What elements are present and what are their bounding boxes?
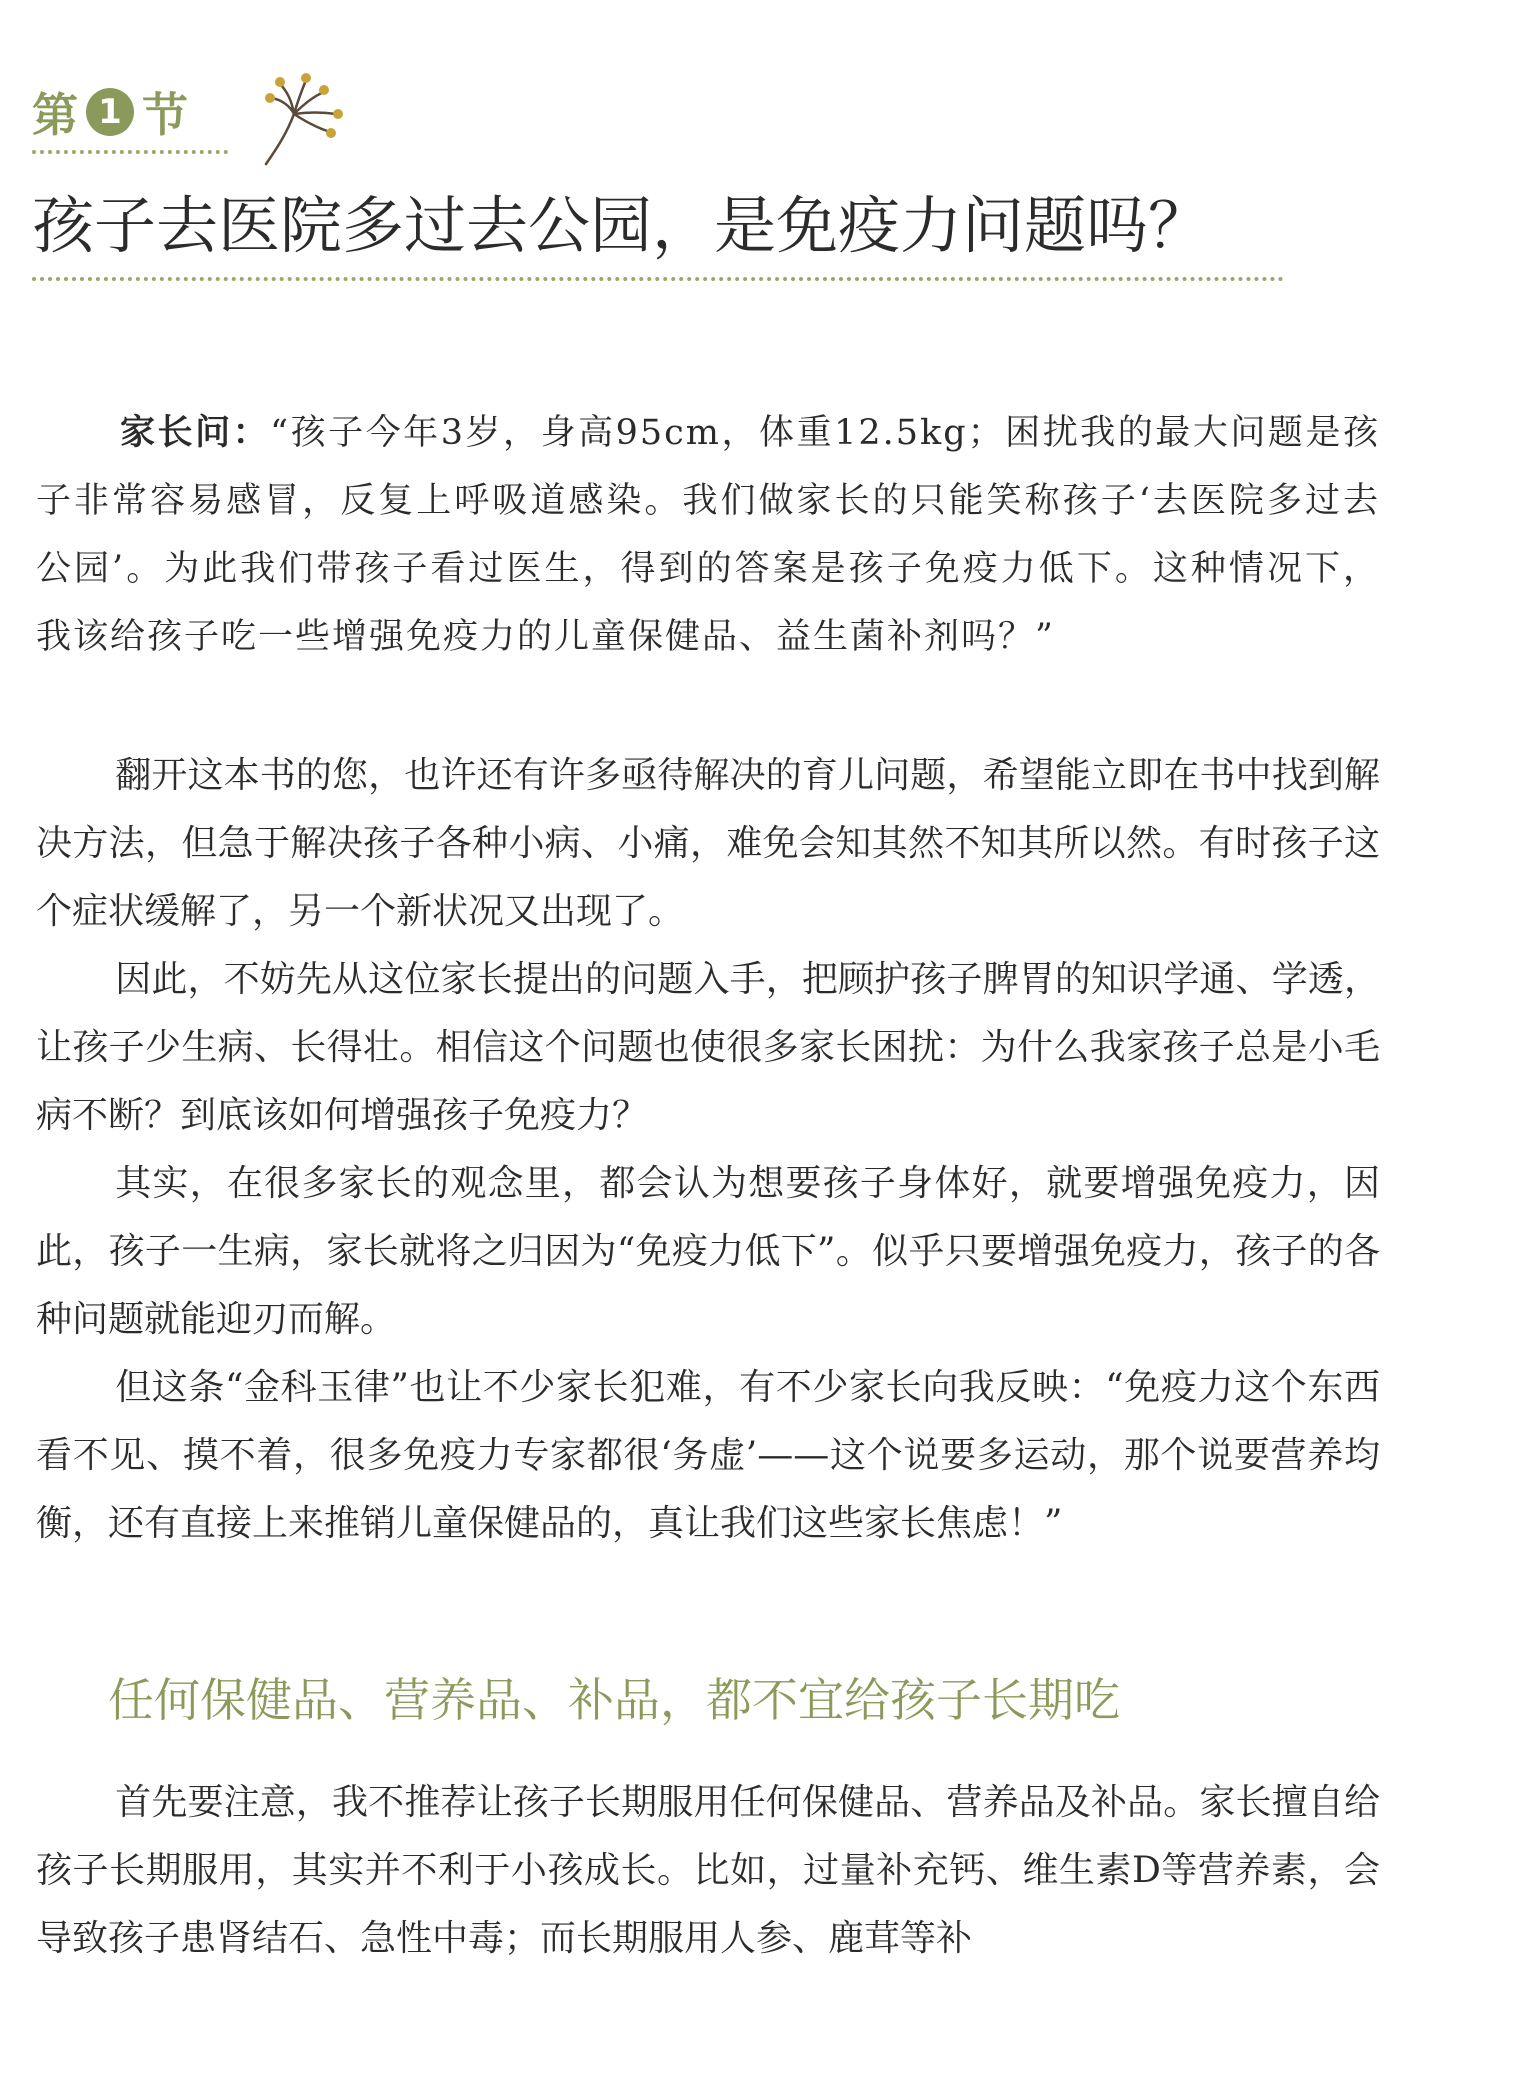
section-divider [32, 150, 228, 154]
parent-question [36, 399, 1380, 671]
body-text-2 [36, 1769, 1380, 1973]
section-label [32, 72, 188, 152]
question-label: 家长问： [120, 413, 271, 453]
paragraph: 首先要注意，我不推荐让孩子长期服用任何保健品、营养品及补品。家长擅自给孩子长期服用，其实并不利于小孩成长。比如，过量补充钙、维生素D等营养素，会导致孩子患肾结石、急性中毒；而长期服用人参、鹿茸等补 [36, 1782, 1380, 1959]
paragraph: 翻开这本书的您，也许还有许多亟待解决的育儿问题，希望能立即在书中找到解决方法，但急于解决孩子各种小病、小痛，难免会知其然不知其所以然。有时孩子这个症状缓解了，另一个新状况又出现了。 [36, 755, 1380, 932]
chapter-title: 孩子去医院多过去公园，是免疫力问题吗？ [32, 189, 1211, 262]
title-divider [32, 277, 1284, 281]
flower-sprig-icon [258, 70, 358, 170]
question-text: “孩子今年3岁，身高95cm，体重12.5kg；困扰我的最大问题是孩子非常容易感冒，反复上呼吸道感染。我们做家长的只能笑称孩子‘去医院多过去公园’。为此我们带孩子看过医生，得到的答案是孩子免疫力低下。这种情况下，我该给孩子吃一些增强免疫力的儿童保健品、益生菌补剂吗？” [36, 413, 1380, 657]
section-suffix: 节 [142, 88, 188, 142]
paragraph: 其实，在很多家长的观念里，都会认为想要孩子身体好，就要增强免疫力，因此，孩子一生病，家长就将之归因为“免疫力低下”。似乎只要增强免疫力，孩子的各种问题就能迎刃而解。 [36, 1163, 1380, 1340]
paragraph: 但这条“金科玉律”也让不少家长犯难，有不少家长向我反映：“免疫力这个东西看不见、摸不着，很多免疫力专家都很‘务虚’——这个说要多运动，那个说要营养均衡，还有直接上来推销儿童保健品的，真让我们这些家长焦虑！” [36, 1367, 1380, 1544]
paragraph: 因此，不妨先从这位家长提出的问题入手，把顾护孩子脾胃的知识学通、学透，让孩子少生病、长得壮。相信这个问题也使很多家长困扰：为什么我家孩子总是小毛病不断？到底该如何增强孩子免疫力？ [36, 959, 1380, 1136]
section-prefix: 第 [32, 88, 78, 142]
section-number: 1 [86, 88, 134, 136]
body-text [36, 742, 1380, 1558]
subheading: 任何保健品、营养品、补品，都不宜给孩子长期吃 [108, 1673, 1120, 1727]
